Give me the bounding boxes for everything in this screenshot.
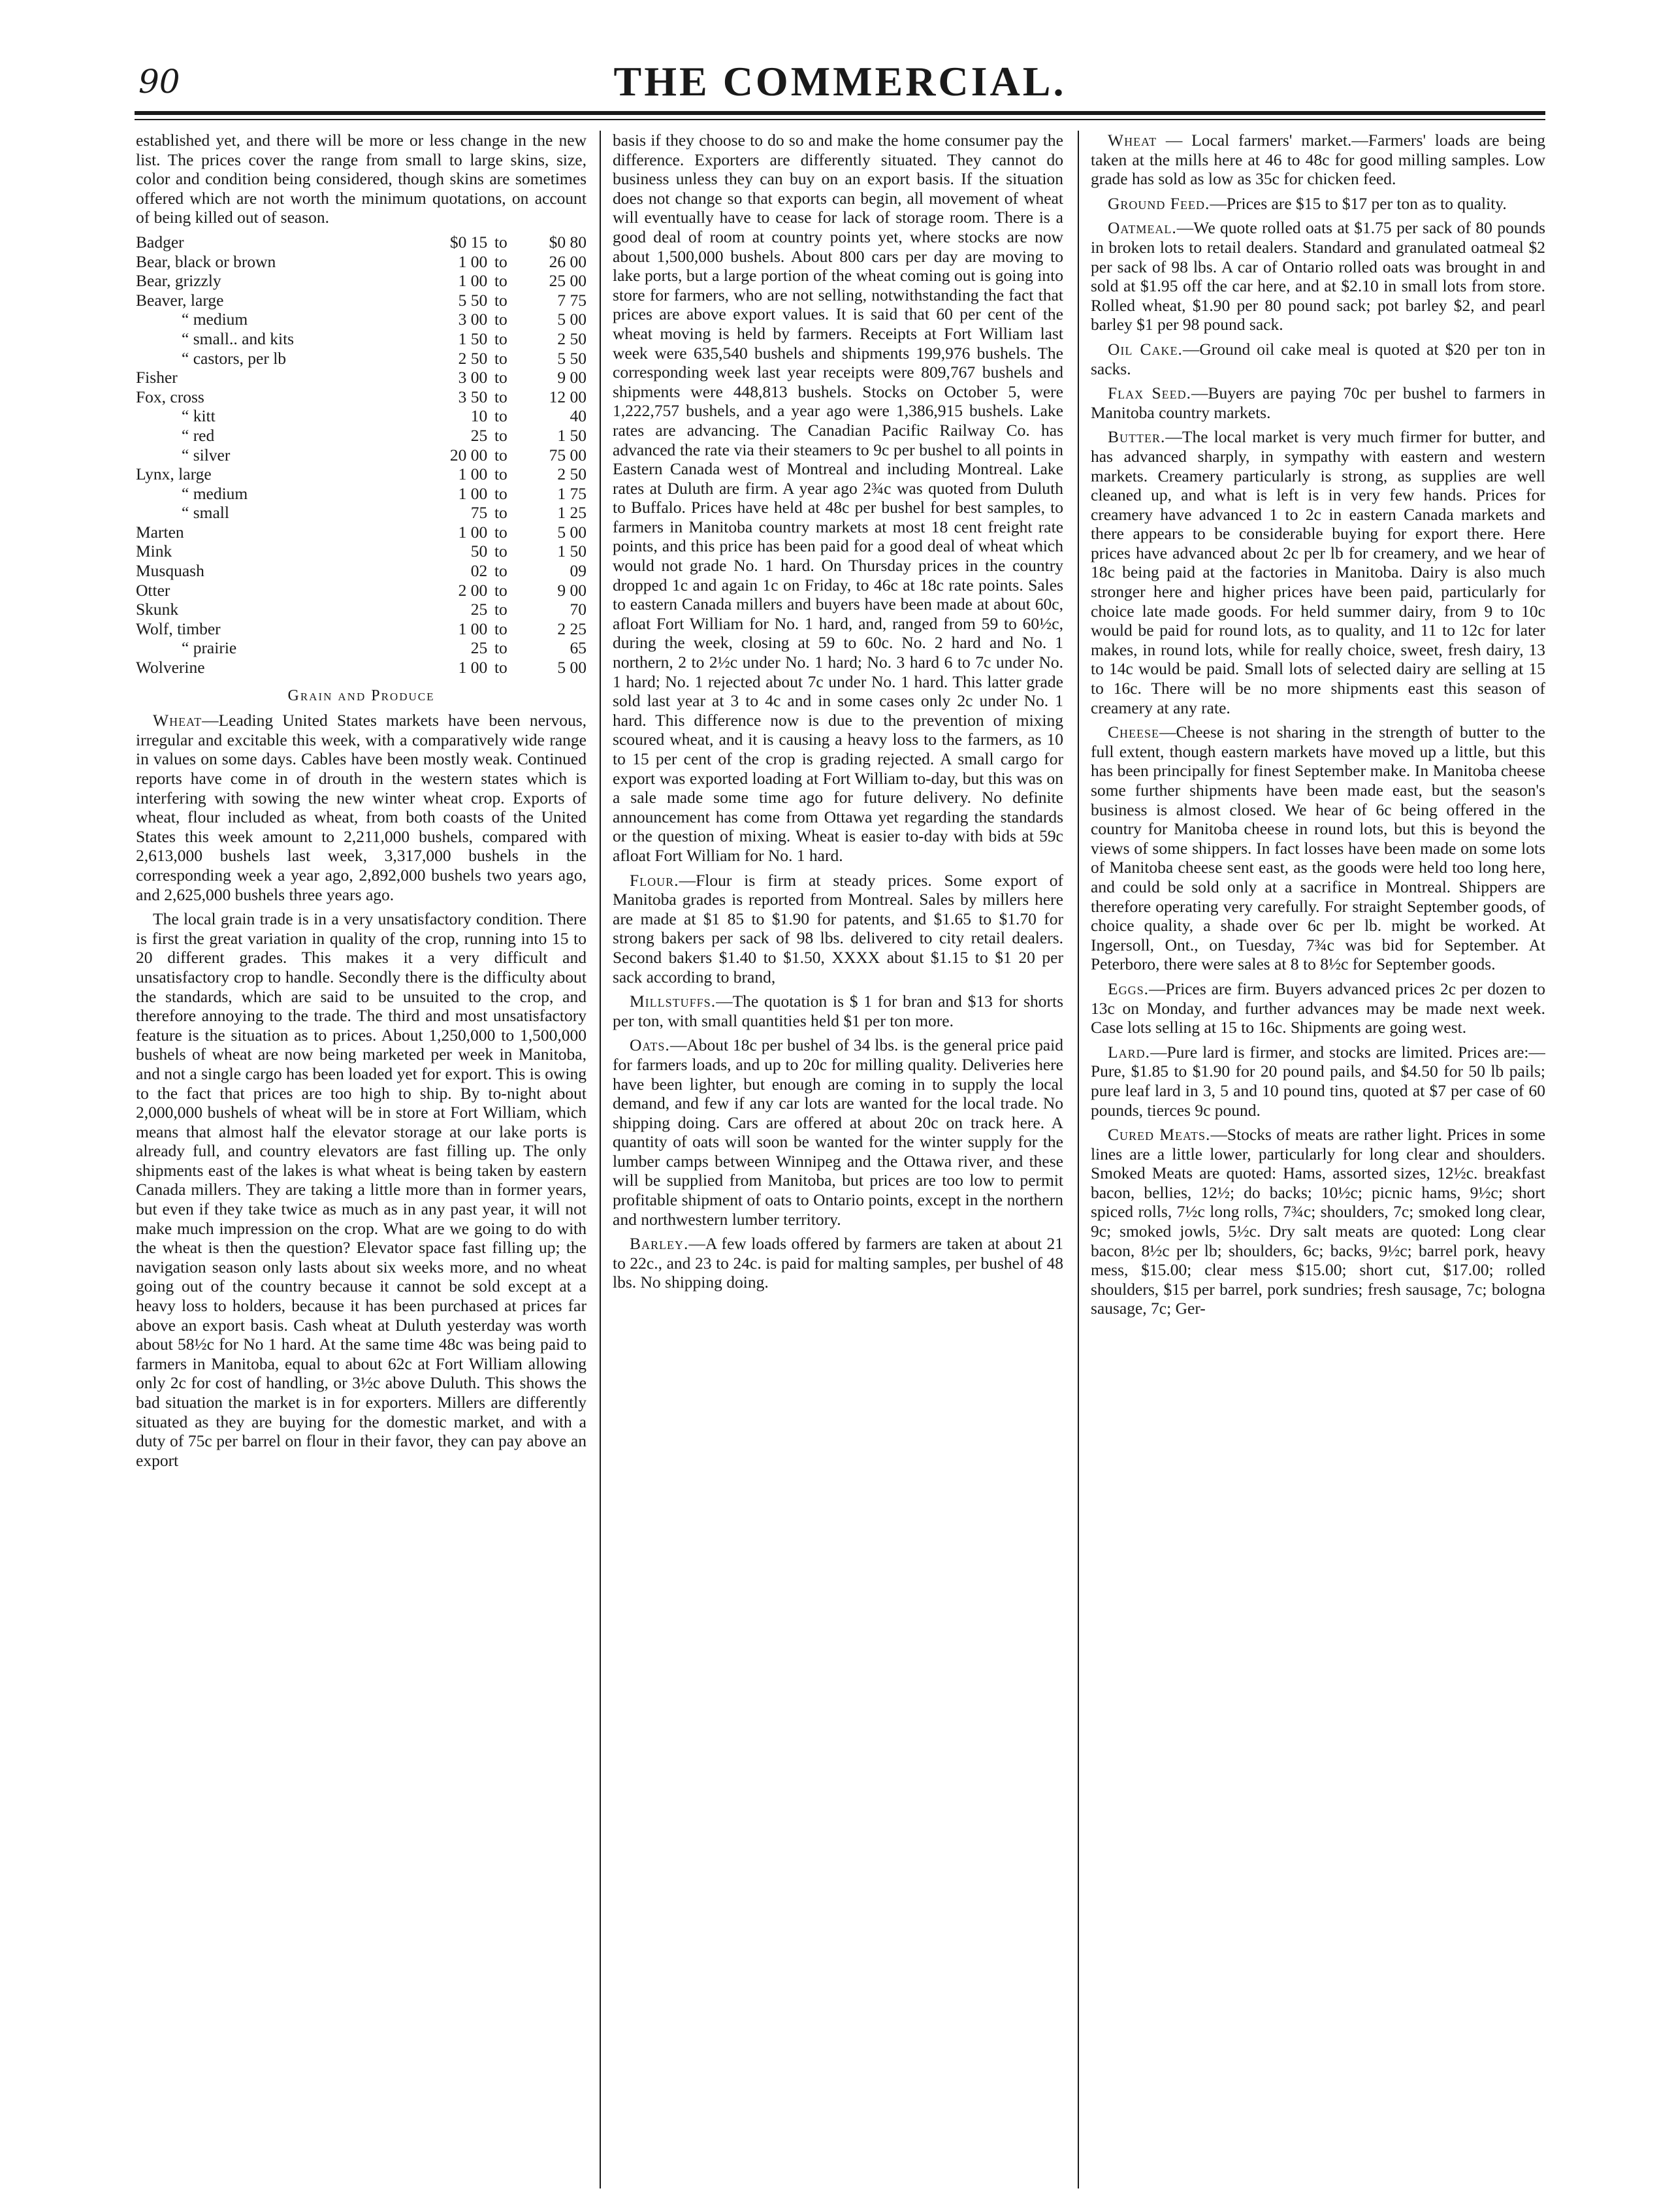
fur-price-low: 2 50 xyxy=(458,348,488,368)
fur-price-low: 3 00 xyxy=(458,310,488,329)
lard-text: —Pure lard is firmer, and stocks are limited. Prices are:—Pure, $1.85 to $1.90 for 20 pound pails, and $4.50 for 50 lb pails; pure leaf lard in 3, 5 and 10 pound tins, quoted at $7 per case of 60 pounds, tierces 9c pound. xyxy=(1091,1042,1545,1120)
fur-intro-paragraph: established yet, and there will be more or less change in the new list. The prices cover the range from small to large skins, size, color and condition being considered, though skins are sometimes offered which are not worth the minimum quotations, on account of being killed out of season. xyxy=(136,131,587,227)
oats-paragraph xyxy=(613,1035,1063,1229)
fur-price-row xyxy=(136,368,587,387)
fur-price-high: 5 00 xyxy=(557,310,587,329)
local-wheat-paragraph xyxy=(1091,131,1545,189)
column-2 xyxy=(613,131,1063,2188)
eggs-text: —Prices are firm. Buyers advanced prices 2c per dozen to 13c on Monday, and further advances may be made next week. Case lots selling at 15 to 16c. Shipments are going west. xyxy=(1091,979,1545,1037)
wheat-text: —Leading United States markets have been nervous, irregular and excitable this week, with a comparatively wide range in values on some days. Cables have been mostly weak. Continued reports have come in of drouth in the western states which is interfering with sowing the new winter wheat crop. Exports of wheat, flour included as wheat, from both coasts of the United States this week amount to 2,211,000 bushels, compared with 2,613,000 bushels last week, 3,317,000 bushels in the corresponding week a year ago, 2,892,000 bushels two years ago, and 2,625,000 bushels three years ago. xyxy=(136,711,587,904)
fur-price-high: $0 80 xyxy=(549,232,587,252)
oil-cake-paragraph xyxy=(1091,340,1545,378)
oil-cake-lead: Oil Cake. xyxy=(1108,339,1183,359)
cheese-lead: Cheese xyxy=(1108,723,1160,742)
fur-price-low: 20 00 xyxy=(449,445,488,464)
fur-price-to: to xyxy=(494,368,507,387)
fur-price-high: 12 00 xyxy=(549,387,587,406)
millstuffs-lead: Millstuffs. xyxy=(630,992,716,1011)
fur-name: Lynx, large xyxy=(136,464,212,484)
fur-name: “ small xyxy=(182,503,229,523)
fur-name: “ small.. and kits xyxy=(182,329,295,348)
fur-price-to: to xyxy=(494,445,507,464)
fur-name: Fisher xyxy=(136,368,178,387)
flour-paragraph xyxy=(613,871,1063,987)
fur-price-low: 02 xyxy=(470,561,488,581)
cured-meats-text: —Stocks of meats are rather light. Prices in some lines are a little lower, particularly for long clear and shoulders. Smoked Meats are quoted: Hams, assorted sizes, 12½c. breakfast bacon, bellies, 12½; do backs; 10½c; picnic hams, 9½c; short spiced rolls, 7½c long rolls, 7¾c; shoulders, 7c; smoked long clear, 9c; smoked jowls, 5½c. Dry salt meats are quoted: Long clear bacon, 8½c per lb; shoulders, 6c; backs, 9½c; barrel pork, heavy mess, $15.00; clear mess $15.00; short cut, $17.00; rolled shoulders, $15 per barrel, pork sundries; fresh sausage, 7c; bologna sausage, 7c; Ger- xyxy=(1091,1125,1545,1318)
fur-price-to: to xyxy=(494,232,507,252)
ground-feed-text: —Prices are $15 to $17 per ton as to quality. xyxy=(1210,193,1507,213)
fur-price-high: 5 00 xyxy=(557,658,587,677)
fur-price-high: 70 xyxy=(570,600,587,619)
barley-lead: Barley. xyxy=(630,1234,689,1254)
fur-price-row xyxy=(136,406,587,426)
fur-price-row xyxy=(136,484,587,504)
fur-name: “ medium xyxy=(182,483,248,503)
fur-price-to: to xyxy=(494,425,507,445)
fur-price-high: 26 00 xyxy=(549,252,587,271)
local-wheat-text: — Local farmers' market.—Farmers' loads are being taken at the mills here at 46 to 48c for good milling samples. Low grade has sold as low as 35c for chicken feed. xyxy=(1091,131,1545,189)
fur-price-row xyxy=(136,542,587,561)
fur-price-to: to xyxy=(494,310,507,329)
fur-price-to: to xyxy=(494,561,507,581)
fur-name: Musquash xyxy=(136,561,204,581)
fur-price-to: to xyxy=(494,348,507,368)
header-rule-thick xyxy=(135,111,1545,115)
millstuffs-text: —The quotation is $ 1 for bran and $13 for shorts per ton, with small quantities held $1 per ton more. xyxy=(613,992,1063,1030)
fur-price-high: 2 50 xyxy=(557,464,587,484)
fur-price-low: 1 00 xyxy=(458,619,488,638)
fur-price-row xyxy=(136,329,587,349)
fur-price-row xyxy=(136,503,587,523)
flax-seed-lead: Flax Seed. xyxy=(1108,383,1191,403)
flour-lead: Flour. xyxy=(630,870,679,890)
fur-name: Beaver, large xyxy=(136,290,224,310)
cheese-text: —Cheese is not sharing in the strength of butter to the full extent, though eastern markets have moved up a little, but this has been principally for finest September make. In Manitoba cheese some further shipments have been made east, but the season's business is almost closed. We hear of 6c being offered in the country for Manitoba cheese in round lots, but this is beyond the views of some shippers. In fact losses have been made on some lots of Manitoba cheese sent east, as the goods were held too long here, and could be sold only at a sacrifice in Montreal. Shippers are therefore operating very carefully. For straight September goods, of choice quality, a shade over 6c per lb. might be worked. At Ingersoll, Ont., on Tuesday, 7¾c was bid for September. At Peterboro, there were sales at 8 to 8½c for September goods. xyxy=(1091,723,1545,974)
fur-price-high: 65 xyxy=(570,638,587,658)
fur-price-row xyxy=(136,464,587,484)
fur-price-low: 1 00 xyxy=(458,464,488,484)
fur-price-low: 1 00 xyxy=(458,271,488,291)
fur-price-to: to xyxy=(494,522,507,542)
fur-price-to: to xyxy=(494,387,507,406)
fur-price-low: 3 50 xyxy=(458,387,488,406)
fur-price-to: to xyxy=(494,464,507,484)
fur-price-high: 7 75 xyxy=(557,290,587,310)
fur-price-row xyxy=(136,387,587,407)
fur-price-low: 25 xyxy=(470,425,488,445)
ground-feed-lead: Ground Feed. xyxy=(1108,193,1210,213)
fur-price-high: 1 25 xyxy=(557,503,587,523)
butter-lead: Butter. xyxy=(1108,427,1166,447)
fur-name: “ kitt xyxy=(182,406,216,426)
fur-price-to: to xyxy=(494,290,507,310)
barley-paragraph xyxy=(613,1234,1063,1292)
fur-price-low: 1 00 xyxy=(458,252,488,271)
fur-price-high: 2 50 xyxy=(557,329,587,348)
millstuffs-paragraph xyxy=(613,992,1063,1030)
fur-name: Fox, cross xyxy=(136,387,204,406)
fur-name: Badger xyxy=(136,232,184,252)
fur-price-low: 1 00 xyxy=(458,483,488,503)
fur-price-to: to xyxy=(494,658,507,677)
fur-price-to: to xyxy=(494,542,507,561)
oatmeal-lead: Oatmeal. xyxy=(1108,218,1177,238)
fur-price-to: to xyxy=(494,329,507,348)
flax-seed-paragraph xyxy=(1091,383,1545,422)
fur-name: Wolf, timber xyxy=(136,619,221,638)
fur-price-row xyxy=(136,233,587,252)
fur-price-row xyxy=(136,271,587,291)
lard-lead: Lard. xyxy=(1108,1042,1150,1062)
fur-price-low: 25 xyxy=(470,600,488,619)
fur-price-row xyxy=(136,619,587,639)
fur-price-low: 1 00 xyxy=(458,658,488,677)
oil-cake-text: —Ground oil cake meal is quoted at $20 per ton in sacks. xyxy=(1091,339,1545,378)
fur-price-row xyxy=(136,446,587,465)
column-3 xyxy=(1091,131,1545,2188)
fur-name: “ medium xyxy=(182,310,248,329)
fur-price-row xyxy=(136,581,587,600)
oatmeal-paragraph xyxy=(1091,218,1545,334)
oats-text: —About 18c per bushel of 34 lbs. is the general price paid for farmers loads, and up to 20c for milling quality. Deliveries here have been lighter, but enough are coming in to supply the local demand, and few if any car lots are wanted for the local trade. No shipping doing. Cars are offered at about 20c on track here. A quantity of oats will soon be wanted for the winter supply for the lumber camps between Winnipeg and the Ottawa river, and these will be supplied from Manitoba, but prices are too low to permit profitable shipment of oats to Ontario points, except in the northern and northwestern lumber territory. xyxy=(613,1035,1063,1229)
fur-price-row xyxy=(136,561,587,581)
fur-price-row xyxy=(136,523,587,542)
fur-price-high: 1 75 xyxy=(557,483,587,503)
column-separator xyxy=(600,131,601,2188)
grain-trade-paragraph: The local grain trade is in a very unsatisfactory condition. There is first the great variation in quality of the crop, running into 15 to 20 different grades. This makes it a very difficult and unsatisfactory crop to handle. Secondly there is the difficulty about the standards, which are said to be unsuited to the crop, and therefore annoying to the trade. The third and most unsatisfactory feature is the situation as to prices. About 1,250,000 to 1,500,000 bushels of wheat are now being marketed per week in Manitoba, and not a single cargo has been loaded yet for export. This is owing to the fact that prices are too high to ship. By to-night about 2,000,000 bushels of wheat will be in store at Fort William, which means that almost half the elevator storage at our lake ports is already full, and country elevators are fast filling up. The only shipments east of the lakes is what wheat is being taken by eastern Canada millers. They are taking a little more than in former years, but even if they take twice as much as in any past year, it will not make much impression on the crop. What are we going to do with the wheat is then the question? Elevator space fast filling up; the navigation season only lasts about six weeks more, and no wheat going out of the country because it cannot be sold except at a heavy loss to holders, because it has been purchased at prices far above an export basis. Cash wheat at Duluth yesterday was worth about 58½c for No 1 hard. At the same time 48c was being paid to farmers in Manitoba, equal to about 62c at Fort William allowing only 2c for cost of handling, or 3½c above Duluth. This shows the bad situation the market is in for exporters. Millers are differently situated as they are buying for the domestic market, and with a duty of 75c per barrel on flour in their favor, they can pay above an export xyxy=(136,909,587,1470)
fur-price-low: 1 50 xyxy=(458,329,488,348)
header-rule-thin xyxy=(135,119,1545,120)
page-number: 90 xyxy=(138,63,180,101)
barley-text: —A few loads offered by farmers are taken at about 21 to 22c., and 23 to 24c. is paid for malting samples, per bushel of 48 lbs. No shipping doing. xyxy=(613,1234,1063,1292)
fur-price-high: 09 xyxy=(570,561,587,581)
fur-price-row xyxy=(136,600,587,619)
fur-price-row xyxy=(136,291,587,310)
fur-name: “ prairie xyxy=(182,638,237,658)
fur-price-high: 9 00 xyxy=(557,580,587,600)
lard-paragraph xyxy=(1091,1043,1545,1120)
fur-price-row xyxy=(136,349,587,368)
masthead-title: THE COMMERCIAL. xyxy=(613,58,1067,105)
fur-price-low: 75 xyxy=(470,503,488,523)
fur-price-low: 10 xyxy=(470,406,488,426)
fur-price-low: 3 00 xyxy=(458,368,488,387)
fur-price-table xyxy=(136,233,587,677)
fur-price-row xyxy=(136,252,587,272)
fur-price-to: to xyxy=(494,271,507,291)
fur-price-row xyxy=(136,638,587,658)
fur-price-to: to xyxy=(494,600,507,619)
fur-price-high: 1 50 xyxy=(557,542,587,561)
local-wheat-lead: Wheat xyxy=(1108,131,1157,150)
ground-feed-paragraph xyxy=(1091,194,1545,214)
fur-price-high: 1 50 xyxy=(557,425,587,445)
section-heading-grain-produce: Grain and Produce xyxy=(287,687,435,704)
fur-price-row xyxy=(136,658,587,677)
fur-name: “ castors, per lb xyxy=(182,348,287,368)
fur-name: Bear, grizzly xyxy=(136,271,221,291)
wheat-lead: Wheat xyxy=(153,711,202,730)
fur-price-high: 5 00 xyxy=(557,522,587,542)
column-1 xyxy=(136,131,587,2188)
wheat-continued-paragraph: basis if they choose to do so and make the home consumer pay the difference. Exporters are differently situated. They cannot do business unless they can buy on an export basis. If the situation does not change so that exports can begin, all movement of wheat will eventually have to cease for lack of storage room. There is a good deal of room at country points yet, where stocks are now about 1,500,000 bushels. About 800 cars per day are moving to lake ports, but a large portion of the wheat coming out is going into store for farmers, who are not selling, notwithstanding the fact that prices are above export values. It is said that 60 per cent of the wheat moving is held by farmers. Receipts at Fort William last week were 635,540 bushels and shipments 199,976 bushels. The corresponding week last year receipts were 809,767 bushels and shipments were 448,813 bushels. Stocks on October 5, were 1,222,757 bushels, and a year ago were 1,386,915 bushels. Lake rates are advancing. The Canadian Pacific Railway Co. has advanced the rate via their steamers to 9c per bushel to all points in Eastern Canada west of Montreal and including Montreal. Lake rates at Duluth are firm. A year ago 2¾c was quoted from Duluth to Buffalo. Prices have held at 48c per bushel for best samples, to farmers in Manitoba country markets at most 18 cent freight rate points, and this price has been paid for a good deal of wheat which would not grade No. 1 hard. On Thursday prices in the country dropped 1c and again 1c on Friday, to 46c at 18c rate points. Sales to eastern Canada millers and buyers have been made at about 60c, afloat Fort William for No. 1 hard, and, ranged from 59 to 60½c, during the week, closing at 59 to 60c. No. 2 hard and No. 1 northern, 2 to 2½c under No. 1 hard; No. 3 hard 6 to 7c under No. 1 hard; No. 1 rejected about 7c under No. 1 hard. This latter grade sold last year at 3 to 4c and in some cases only 2c under No. 1 hard. This difference now is due to the prevention of mixing scoured wheat, and it is causing a heavy loss to the farmers, as 10 to 15 per cent of the crop is grading rejected. A small cargo for export was exported loading at Fort William to-day, but this was on a sale made some time ago for future delivery. No definite announcement has come from Ottawa yet regarding the standards or the question of mixing. Wheat is easier to-day with bids at 59c afloat Fort William for No. 1 hard. xyxy=(613,131,1063,865)
fur-price-to: to xyxy=(494,252,507,271)
fur-price-to: to xyxy=(494,638,507,658)
fur-name: Otter xyxy=(136,580,170,600)
wheat-paragraph xyxy=(136,711,587,904)
fur-name: “ silver xyxy=(182,445,231,464)
fur-price-low: 50 xyxy=(470,542,488,561)
cured-meats-lead: Cured Meats. xyxy=(1108,1125,1211,1145)
fur-price-to: to xyxy=(494,580,507,600)
flour-text: —Flour is firm at steady prices. Some export of Manitoba grades is reported from Montreal. Sales by millers here are made at $1 85 to $1.90 for patents, and $1.65 to $1.70 for strong bakers per sack of 98 lbs. delivered to city retail dealers. Second bakers $1.40 to $1.50, XXXX about $1.15 to $1 20 per sack according to brand, xyxy=(613,870,1063,986)
fur-price-low: $0 15 xyxy=(449,232,488,252)
fur-price-high: 25 00 xyxy=(549,271,587,291)
fur-price-high: 5 50 xyxy=(557,348,587,368)
oatmeal-text: —We quote rolled oats at $1.75 per sack of 80 pounds in broken lots to retail dealers. Standard and granulated oatmeal $2 per sack of 98 lbs. A car of Ontario rolled oats was brought in and sold at $1.95 off the car here, and at $2.10 in small lots from store. Rolled wheat, $1.90 per 80 pound sack; pot barley $2, and pearl barley $1 per 98 pound sack. xyxy=(1091,218,1545,334)
fur-price-row xyxy=(136,310,587,329)
fur-price-low: 5 50 xyxy=(458,290,488,310)
fur-price-row xyxy=(136,426,587,446)
eggs-paragraph xyxy=(1091,979,1545,1037)
fur-name: Mink xyxy=(136,542,172,561)
fur-price-to: to xyxy=(494,503,507,523)
fur-price-high: 2 25 xyxy=(557,619,587,638)
fur-price-high: 9 00 xyxy=(557,368,587,387)
flax-seed-text: —Buyers are paying 70c per bushel to farmers in Manitoba country markets. xyxy=(1091,383,1545,422)
column-separator xyxy=(1078,131,1079,2188)
fur-price-low: 1 00 xyxy=(458,522,488,542)
fur-name: Marten xyxy=(136,522,184,542)
fur-price-to: to xyxy=(494,406,507,426)
butter-paragraph xyxy=(1091,427,1545,717)
eggs-lead: Eggs. xyxy=(1108,979,1149,998)
fur-price-low: 2 00 xyxy=(458,580,488,600)
fur-price-to: to xyxy=(494,619,507,638)
fur-name: Bear, black or brown xyxy=(136,252,276,271)
fur-price-to: to xyxy=(494,483,507,503)
fur-price-high: 40 xyxy=(570,406,587,426)
oats-lead: Oats. xyxy=(630,1035,670,1055)
fur-price-high: 75 00 xyxy=(549,445,587,464)
butter-text: —The local market is very much firmer for butter, and has advanced sharply, in sympathy with eastern and western markets. Creamery particularly is strong, as supplies are well cleaned up, and what is left is in very few hands. Prices for creamery have advanced 1 to 2c in eastern Canada markets and there appears to be considerable buying for export there. Here prices have advanced about 2c per lb for creamery, and we hear of 18c being paid at the factories in Manitoba. Dairy is also much stronger here and higher prices have been paid, particularly for choice late made goods. For held summer dairy, from 9 to 10c would be paid for round lots, as to quality, and 11 to 12c for later makes, in round lots, while for really choice, sweet, fresh dairy, 13 to 14c would be paid. Small lots of selected dairy are selling at 15 to 16c. There will be no more shipments east this season of creamery at any rate. xyxy=(1091,427,1545,717)
cured-meats-paragraph xyxy=(1091,1125,1545,1318)
fur-name: Skunk xyxy=(136,600,179,619)
fur-price-low: 25 xyxy=(470,638,488,658)
fur-name: Wolverine xyxy=(136,658,205,677)
cheese-paragraph xyxy=(1091,723,1545,974)
fur-name: “ red xyxy=(182,425,215,445)
